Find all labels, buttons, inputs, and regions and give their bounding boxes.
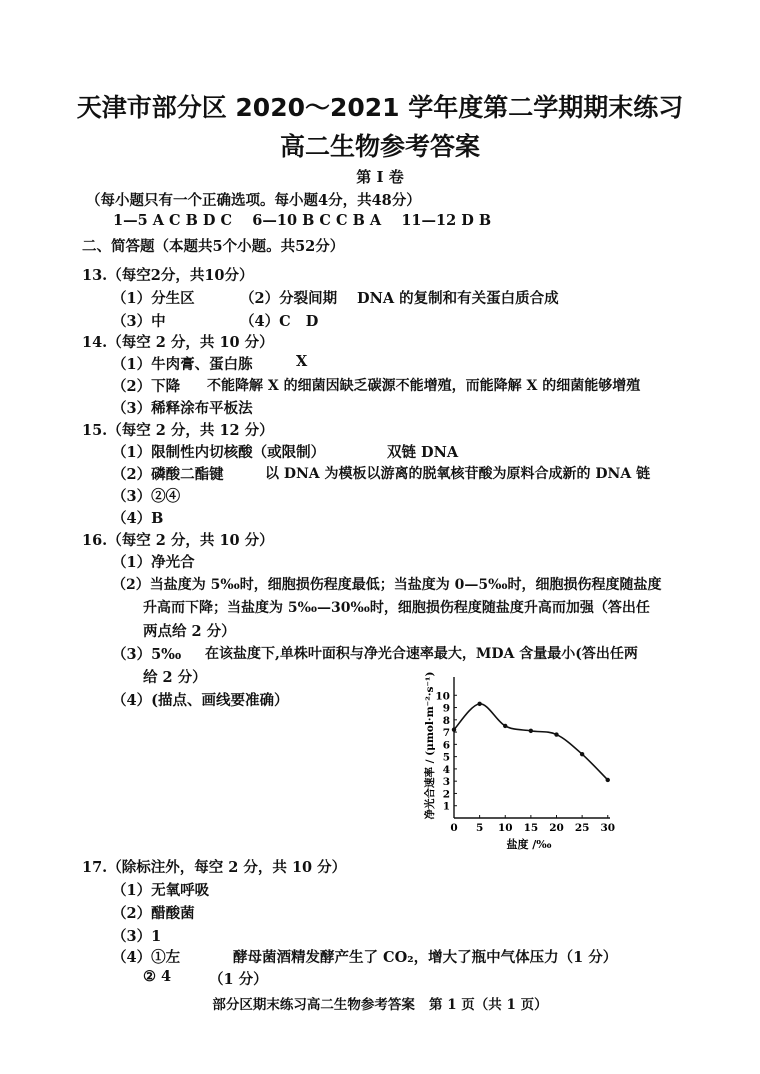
- y-tick-label: 1: [442, 800, 450, 813]
- data-point: [503, 724, 507, 728]
- q15-answer: （3）②④: [112, 488, 181, 505]
- q16-answer: （3）5‰: [112, 646, 182, 663]
- q16-answer: （1）净光合: [112, 554, 195, 571]
- q15-answer: （1）限制性内切核酸（或限制）: [112, 444, 326, 461]
- q13-answer: （4）C D: [240, 313, 319, 330]
- part2-heading: 二、简答题（本题共5个小题。共52分）: [82, 238, 345, 255]
- series-line: [454, 704, 608, 780]
- q17-answer: 酵母菌酒精发酵产生了 CO₂，增大了瓶中气体压力（1 分）: [233, 949, 618, 966]
- q16-answer: 给 2 分）: [143, 669, 207, 686]
- q15-answer: 双链 DNA: [387, 444, 459, 461]
- q14-head: 14.（每空 2 分，共 10 分）: [82, 334, 274, 351]
- q15-head: 15.（每空 2 分，共 12 分）: [82, 422, 274, 439]
- x-tick-label: 5: [475, 822, 484, 834]
- data-point: [606, 778, 610, 782]
- salinity-photosynthesis-chart: [420, 668, 620, 858]
- data-point: [452, 727, 456, 731]
- q15-answer: 以 DNA 为模板以游离的脱氧核苷酸为原料合成新的 DNA 链: [265, 466, 651, 482]
- q13-answer: DNA 的复制和有关蛋白质合成: [357, 290, 559, 307]
- q15-answer: （2）磷酸二酯键: [112, 466, 224, 483]
- data-point: [554, 732, 558, 736]
- title-line2: 高二生物参考答案: [279, 132, 480, 161]
- y-tick-label: 9: [442, 702, 450, 715]
- x-tick-label: 20: [549, 822, 564, 834]
- y-tick-label: 5: [442, 751, 450, 764]
- y-tick-label: 2: [442, 788, 450, 801]
- page-footer: 部分区期末练习高二生物参考答案 第 1 页（共 1 页）: [212, 997, 548, 1013]
- y-tick-label: 8: [442, 714, 450, 727]
- q14-answer: X: [296, 353, 308, 370]
- q17-answer: （3）1: [112, 928, 162, 945]
- y-axis-label: 净光合速率 / (μmol·m⁻²·s⁻¹): [424, 671, 436, 820]
- q13-answer: （2）分裂间期: [240, 290, 338, 307]
- q14-answer: （3）稀释涂布平板法: [112, 400, 253, 417]
- q13-head: 13.（每空2分，共10分）: [82, 267, 254, 284]
- q14-answer: （1）牛肉膏、蛋白胨: [112, 356, 253, 373]
- plot-area: [435, 677, 615, 834]
- q14-answer: 不能降解 X 的细菌因缺乏碳源不能增殖，而能降解 X 的细菌能够增殖: [207, 378, 641, 394]
- q17-head: 17.（除标注外，每空 2 分，共 10 分）: [82, 859, 347, 876]
- x-tick-label: 25: [574, 822, 590, 834]
- title-line1: 天津市部分区 2020～2021 学年度第二学期期末练习: [76, 93, 684, 122]
- volume-heading: 第 Ⅰ 卷: [356, 168, 404, 186]
- q16-answer: （4）(描点、画线要准确）: [112, 692, 289, 709]
- q14-answer: （2）下降: [112, 378, 181, 395]
- q13-answer: （1）分生区: [112, 290, 195, 307]
- part1-answers: 1—5 A C B D C 6—10 B C C B A 11—12 D B: [113, 212, 492, 229]
- q17-answer: （1）无氧呼吸: [112, 882, 210, 899]
- q16-head: 16.（每空 2 分，共 10 分）: [82, 532, 274, 549]
- y-tick-label: 3: [442, 776, 450, 789]
- x-tick-label: 30: [600, 822, 616, 834]
- part1-note: （每小题只有一个正确选项。每小题4分，共48分）: [86, 192, 421, 209]
- y-tick-label: 10: [435, 690, 450, 703]
- q16-answer: 两点给 2 分）: [143, 623, 236, 640]
- q17-answer: （4）①左: [112, 949, 181, 966]
- data-point: [529, 729, 533, 733]
- q13-answer: （3）中: [112, 313, 166, 330]
- x-axis-label: 盐度 /‰: [506, 838, 552, 851]
- q17-answer: ② 4: [143, 968, 172, 985]
- q16-answer: 在该盐度下,单株叶面积与净光合速率最大，MDA 含量最小(答出任两: [205, 646, 638, 662]
- q17-answer: （1 分）: [209, 971, 268, 988]
- x-tick-label: 15: [523, 822, 539, 834]
- q16-answer: （2）当盐度为 5‰时，细胞损伤程度最低；当盐度为 0—5‰时，细胞损伤程度随盐度: [112, 577, 662, 593]
- y-tick-label: 7: [442, 727, 450, 740]
- x-tick-label: 0: [450, 822, 458, 834]
- data-point: [580, 752, 584, 756]
- q16-answer: 升高而下降；当盐度为 5‰—30‰时，细胞损伤程度随盐度升高而加强（答出任: [143, 600, 650, 616]
- q15-answer: （4）B: [112, 510, 164, 527]
- data-point: [477, 702, 481, 706]
- x-tick-label: 10: [497, 822, 513, 834]
- y-tick-label: 4: [442, 763, 450, 776]
- q17-answer: （2）醋酸菌: [112, 905, 195, 922]
- y-tick-label: 6: [442, 739, 450, 752]
